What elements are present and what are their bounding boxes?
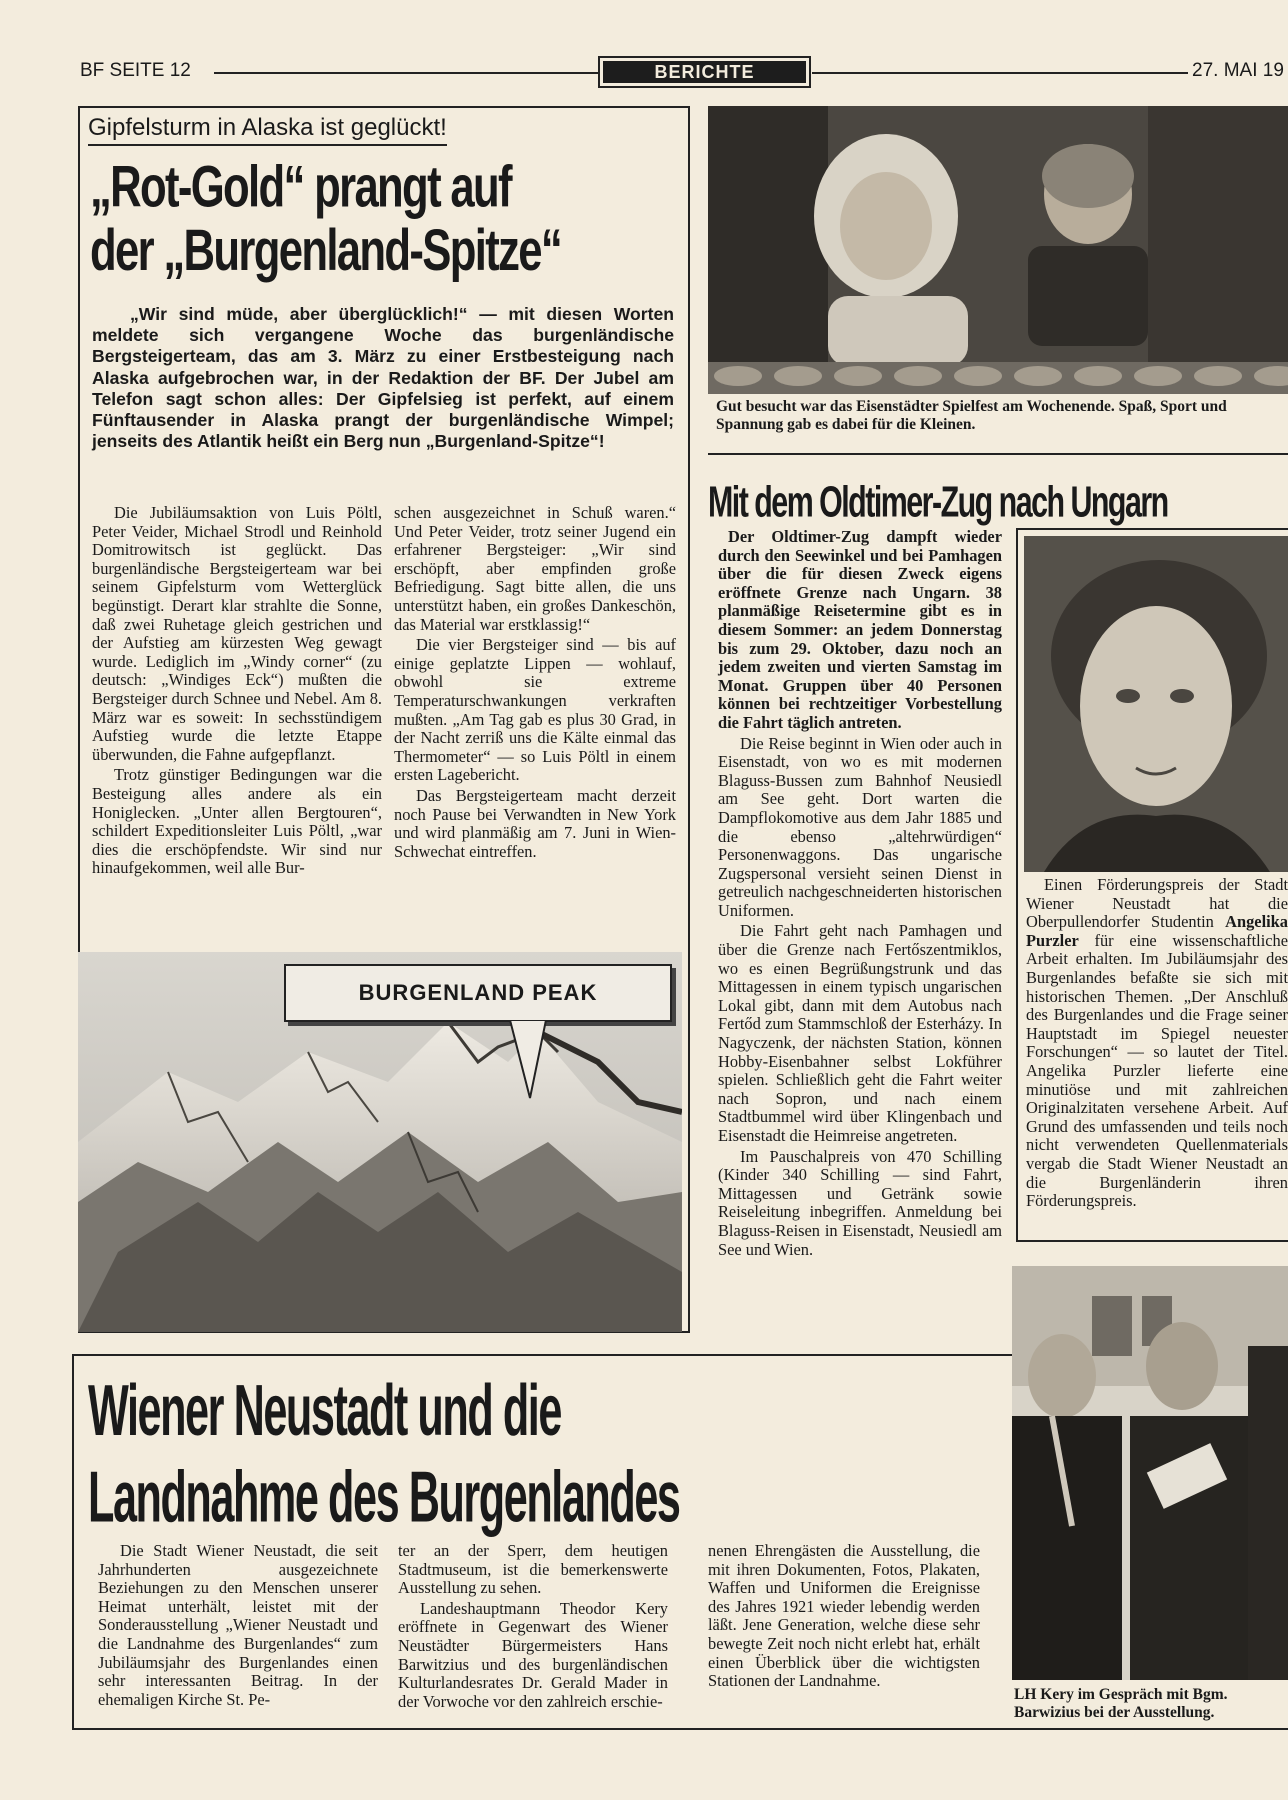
paragraph: nenen Ehrengästen die Ausstellung, die mit ihren Dokumenten, Fotos, Plakaten, Waffen und Uniformen die Ereignisse des Jahres 1921 wieder lebendig werden läßt. Jene Generation, welche diese sehr bewegte Zeit noch nicht erlebt hat, erhält einen Überblick über die wichtigsten Stationen der Landnahme.	[708, 1541, 980, 1691]
train-body	[718, 735, 1002, 1260]
article-kicker: Gipfelsturm in Alaska ist geglückt!	[88, 114, 447, 146]
exhibition-col-3	[708, 1542, 980, 1693]
headline-line-1: Wiener Neustadt und die	[88, 1370, 561, 1451]
kids-caption: Gut besucht war das Eisenstädter Spielfest am Wochenende. Spaß, Sport und Spannung gab es dabei für die Kleinen.	[716, 398, 1227, 433]
paragraph: Landeshauptmann Theodor Kery eröffnete in Gegenwart des Wiener Neustädter Bürgermeisters Hans Barwitzius und des burgenländischen Kulturlandesrates Dr. Gerald Mader in der Vorwoche vor den zahlreich erschie-	[398, 1598, 668, 1711]
exhibition-headline	[88, 1368, 679, 1541]
portrait-photo	[1024, 536, 1288, 872]
peak-label: BURGENLAND PEAK	[358, 980, 598, 1005]
callout-pointer	[508, 1020, 548, 1100]
paragraph: schen ausgezeichnet in Schuß waren.“ Und Peter Veider, trotz seiner Jugend ein erfahrener Bergsteiger: „Wir sind erschöpft, aber empfinden große Befriedigung. Sagt bitte allen, die uns unterstützt haben, ein großes Dankeschön, das Material war erstklassig!“	[394, 503, 676, 634]
paragraph: Das Bergsteigerteam macht derzeit noch Pause bei Verwandten in New York und wird planmäßig am 7. Juni in Wien-Schwechat eintreffen.	[394, 785, 676, 861]
exhibition-photo	[1012, 1266, 1288, 1680]
paragraph: Die Stadt Wiener Neustadt, die seit Jahrhunderten ausgezeichnete Beziehungen zu den Menschen unserer Heimat unterhält, leistet mit der Sonderausstellung „Wiener Neustadt und die Landnahme des Burgenlandes“ zum Jubiläumsjahr des Burgenlandes einen sehr interessanten Beitrag. In der ehemaligen Kirche St. Pe-	[98, 1541, 378, 1709]
train-headline: Mit dem Oldtimer-Zug nach Ungarn	[708, 478, 1168, 527]
portrait-caption	[1026, 876, 1288, 1211]
kids-photo	[708, 106, 1288, 394]
caption-name: Angelika Purzler	[1026, 912, 1288, 950]
exhibition-col-1	[98, 1542, 378, 1711]
paragraph: Die Jubiläumsaktion von Luis Pöltl, Peter Veider, Michael Strodl und Reinhold Domitrowitsch ist geglückt. Das burgenländische Bergsteigerteam war bei seinem Gipfelsturm vom Wetterglück begünstigt. Derart klar strahlte die Sonne, daß zwei Ruhetage gleich gestrichen und der Aufstieg am kürzesten Weg gewagt wurde. Lediglich im „Windy corner“ (zu deutsch: „Windiges Eck“) mußten die Bergsteiger durch Schnee und Nebel. Am 8. März war es soweit: In sechsstündigem Aufstieg wurde die letzte Etappe überwunden, die Fahne aufgepflanzt.	[92, 503, 382, 764]
paragraph: Im Pauschalpreis von 470 Schilling (Kinder 340 Schilling — sind Fahrt, Mittagessen und Getränk sowie Reiseleitung inbegriffen. Anmeldung bei Blaguss-Reisen in Eisenstadt, Neusiedl am See und Wien.	[718, 1146, 1002, 1259]
train-article	[718, 528, 1002, 1261]
article-col-2	[394, 504, 676, 863]
kids-caption-rule	[708, 453, 1288, 455]
caption-part: Einen Förderungspreis der Stadt Wiener Neustadt hat die Oberpullendorfer Studentin	[1026, 875, 1288, 932]
article-col-1	[92, 504, 382, 880]
paragraph: Die Fahrt geht nach Pamhagen und über die Grenze nach Fertőszentmiklos, wo es einen Begrüßungstrunk und das Mittagessen in einem typisch ungarischen Lokal gibt, dann mit dem Autobus nach Fertőd zum Stammschloß der Esterházy. In Nagyczenk, der nächsten Station, können Hobby-Eisenbahner selbst Lokführer spielen. Schließlich geht die Fahrt weiter nach Sopron, und nach einem Stadtbummel wird über Klingenbach und Eisenstadt die Heimreise angetreten.	[718, 921, 1002, 1145]
page-number: BF SEITE 12	[80, 60, 191, 81]
paragraph: ter an der Sperr, dem heutigen Stadtmuseum, ist die bemerkenswerte Ausstellung zu sehen.	[398, 1541, 668, 1598]
header-rule-left	[214, 72, 599, 74]
article-lead: „Wir sind müde, aber überglücklich!“ — mit diesen Worten meldete sich vergangene Woche das burgenländische Bergsteigerteam, das am 3. März zu einer Erstbesteigung nach Alaska aufgebrochen war, in der Redaktion der BF. Der Jubel am Telefon sagt schon alles: Der Gipfelsieg ist perfekt, auf einem Fünftausender in Alaska prangt der burgenländische Wimpel; jenseits des Atlantik heißt ein Berg nun „Burgenland-Spitze“!	[92, 304, 674, 452]
train-lead: Der Oldtimer-Zug dampft wieder durch den Seewinkel und bei Pamhagen über die für diesen Zweck eigens eröffnete Grenze nach Ungarn. 38 planmäßige Reisetermine gibt es in diesem Sommer: an jedem Donnerstag bis zum 29. Oktober, dazu noch an jedem zweiten und vierten Samstag im Monat. Gruppen über 40 Personen können bei rechtzeitiger Vorbestellung die Fahrt täglich antreten.	[718, 527, 1002, 732]
portrait-illustration	[1024, 536, 1288, 872]
caption-part: für eine wissenschaftliche Arbeit erhalten. Im Jubiläumsjahr des Burgenlandes befaßte sie sich mit historischen Themen. „Der Anschluß des Burgenlandes und die Frage seiner Hauptstadt im Spiegel neuester Forschungen“ — so lautet der Titel. Angelika Purzler lieferte eine minutiöse und mit zahlreichen Originalzitaten versehene Arbeit. Auf Grund des umfassenden und teils noch nicht verwendeten Quellenmaterials vergab die Stadt Wiener Neustadt an die Burgenländerin ihren Förderungspreis.	[1026, 930, 1288, 1211]
kids-illustration	[708, 106, 1288, 394]
paragraph: Die Reise beginnt in Wien oder auch in Eisenstadt, von wo es mit modernen Blaguss-Bussen zum Bahnhof Neusiedl am See geht. Dort warten die Dampflokomotive aus dem Jahr 1885 und die ebenso „altehrwürdigen“ Personenwaggons. Das ungarische Zugspersonal versieht seinen Dienst in getreulich nachgeschneiderten historischen Uniformen.	[718, 733, 1002, 920]
header-rule-right	[812, 72, 1188, 74]
exhibition-illustration	[1012, 1266, 1288, 1680]
issue-date: 27. MAI 19	[1192, 60, 1284, 81]
section-badge	[598, 56, 811, 88]
headline-line-1: „Rot-Gold“ prangt auf	[90, 154, 511, 220]
headline-line-2: Landnahme des Burgenlandes	[88, 1456, 680, 1538]
exhibition-caption: LH Kery im Gespräch mit Bgm. Barwizius bei der Ausstellung.	[1014, 1686, 1228, 1721]
section-label: BERICHTE	[654, 61, 755, 82]
page-header	[0, 56, 1288, 90]
exhibition-col-2	[398, 1542, 668, 1713]
paragraph: Die vier Bergsteiger sind — bis auf einige geplatzte Lippen — wohlauf, obwohl sie extreme Temperaturschwankungen verkraften mußten. „Am Tag gab es plus 30 Grad, in der Nacht zerriß uns die Kälte einmal das Thermometer“ — so Luis Pöltl in einem ersten Lagebericht.	[394, 635, 676, 785]
mountain-photo	[78, 952, 682, 1332]
headline-line-2: der „Burgenland-Spitze“	[90, 218, 562, 284]
article-headline	[90, 156, 561, 284]
peak-callout	[284, 964, 672, 1022]
portrait-box	[1016, 528, 1288, 1242]
paragraph: Trotz günstiger Bedingungen war die Besteigung alles andere als ein Honiglecken. „Unter allen Bergtouren“, schildert Expeditionsleiter Luis Pöltl, „war dies die erschöpfendste. Wir sind nur hinaufgekommen, weil alle Bur-	[92, 765, 382, 878]
